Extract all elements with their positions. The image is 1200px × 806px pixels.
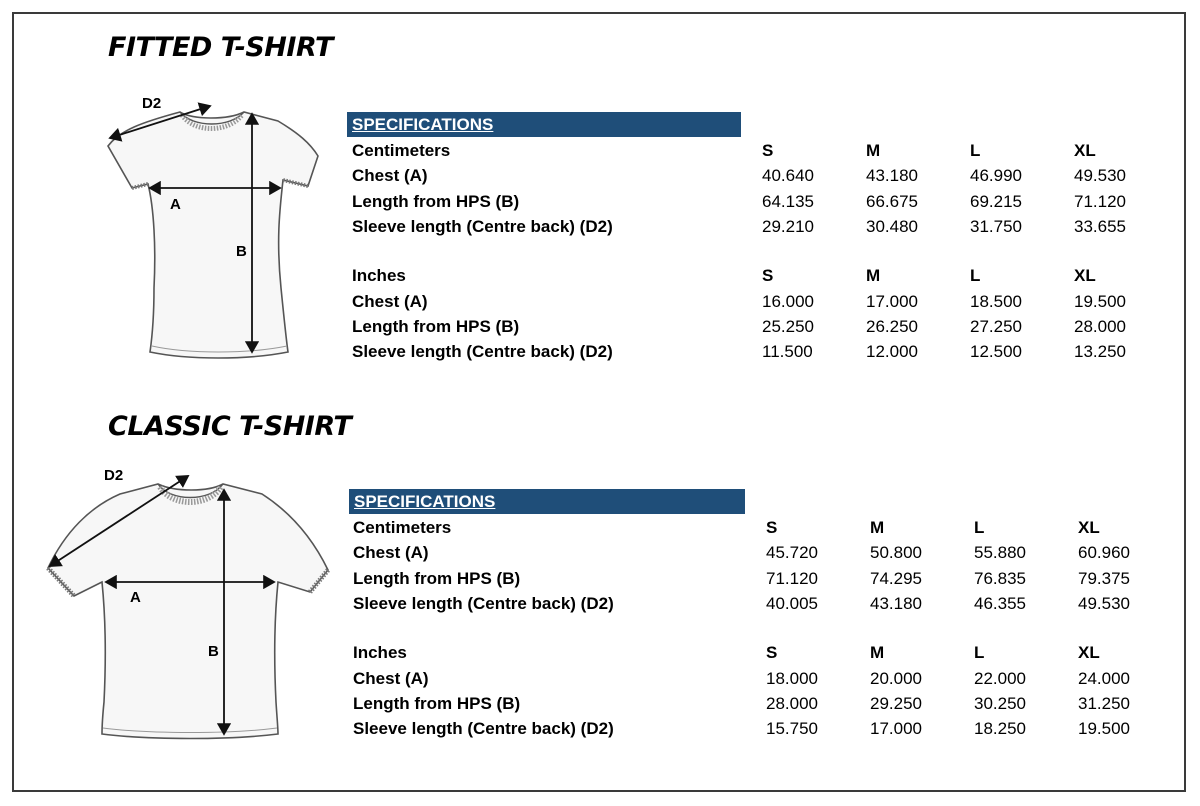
classic-shirt-diagram: [40, 462, 335, 747]
size-s: S: [766, 518, 778, 538]
table-row: [352, 214, 1178, 239]
cell-value: 50.800: [870, 543, 922, 563]
row-label: Length from HPS (B): [352, 316, 520, 336]
size-m: M: [866, 266, 881, 286]
size-l: L: [970, 141, 981, 161]
size-xl: XL: [1078, 518, 1100, 538]
classic-d2-label: D2: [104, 467, 124, 484]
cell-value: 64.135: [762, 191, 814, 211]
size-l: L: [974, 643, 985, 663]
spacer-row: [353, 616, 1182, 640]
cell-value: 16.000: [762, 291, 814, 311]
cell-value: 28.000: [766, 693, 818, 713]
table-row: [353, 691, 1182, 716]
size-m: M: [870, 518, 885, 538]
size-l: L: [974, 518, 985, 538]
fitted-cm-unit-label: Centimeters: [352, 141, 451, 161]
cell-value: 60.960: [1078, 543, 1130, 563]
classic-in-unit-label: Inches: [353, 643, 407, 663]
cell-value: 11.500: [762, 342, 813, 362]
cell-value: 17.000: [870, 719, 922, 739]
cell-value: 25.250: [762, 316, 814, 336]
table-row: [352, 189, 1178, 214]
table-row: [353, 566, 1182, 591]
classic-a-label: A: [130, 589, 141, 606]
cell-value: 33.655: [1074, 217, 1126, 237]
row-label: Chest (A): [352, 291, 428, 311]
fitted-spec-header: SPECIFICATIONS: [347, 112, 741, 137]
row-label: Length from HPS (B): [353, 568, 521, 588]
cell-value: 66.675: [866, 191, 918, 211]
row-label: Sleeve length (Centre back) (D2): [353, 594, 614, 614]
size-xl: XL: [1074, 266, 1096, 286]
table-row: [353, 540, 1182, 565]
size-m: M: [866, 141, 881, 161]
row-label: Sleeve length (Centre back) (D2): [352, 217, 613, 237]
cell-value: 13.250: [1074, 342, 1126, 362]
classic-spec-header: SPECIFICATIONS: [349, 489, 745, 514]
spacer-row: [352, 239, 1178, 263]
cell-value: 18.250: [974, 719, 1026, 739]
cell-value: 19.500: [1078, 719, 1130, 739]
table-row: [352, 163, 1178, 188]
cell-value: 76.835: [974, 568, 1026, 588]
classic-cm-header-row: [353, 515, 1182, 540]
fitted-shirt-outline: [108, 112, 318, 358]
cell-value: 17.000: [866, 291, 918, 311]
classic-title: CLASSIC T-SHIRT: [108, 411, 352, 442]
table-row: [352, 288, 1178, 313]
fitted-shirt-diagram: [98, 88, 328, 368]
size-s: S: [762, 266, 774, 286]
classic-cm-unit-label: Centimeters: [353, 518, 452, 538]
fitted-title: FITTED T-SHIRT: [108, 32, 333, 63]
table-row: [352, 339, 1178, 364]
table-row: [353, 591, 1182, 616]
cell-value: 43.180: [870, 594, 922, 614]
size-xl: XL: [1074, 141, 1096, 161]
classic-shirt-outline: [48, 484, 328, 739]
cell-value: 55.880: [974, 543, 1026, 563]
cell-value: 30.250: [974, 693, 1026, 713]
table-row: [352, 314, 1178, 339]
cell-value: 29.210: [762, 217, 814, 237]
table-row: [353, 716, 1182, 741]
size-s: S: [762, 141, 774, 161]
fitted-b-label: B: [236, 243, 247, 260]
row-label: Chest (A): [352, 166, 428, 186]
size-xl: XL: [1078, 643, 1100, 663]
cell-value: 43.180: [866, 166, 918, 186]
cell-value: 30.480: [866, 217, 918, 237]
cell-value: 40.005: [766, 594, 818, 614]
row-label: Sleeve length (Centre back) (D2): [352, 342, 613, 362]
cell-value: 15.750: [766, 719, 818, 739]
cell-value: 31.750: [970, 217, 1022, 237]
fitted-in-unit-label: Inches: [352, 266, 406, 286]
cell-value: 74.295: [870, 568, 922, 588]
fitted-a-label: A: [170, 196, 181, 213]
fitted-in-header-row: [352, 263, 1178, 288]
cell-value: 18.000: [766, 668, 818, 688]
cell-value: 49.530: [1074, 166, 1126, 186]
cell-value: 24.000: [1078, 668, 1130, 688]
cell-value: 28.000: [1074, 316, 1126, 336]
cell-value: 29.250: [870, 693, 922, 713]
cell-value: 31.250: [1078, 693, 1130, 713]
cell-value: 20.000: [870, 668, 922, 688]
fitted-d2-label: D2: [142, 95, 162, 112]
cell-value: 18.500: [970, 291, 1022, 311]
cell-value: 46.355: [974, 594, 1026, 614]
cell-value: 71.120: [1074, 191, 1126, 211]
cell-value: 12.500: [970, 342, 1022, 362]
row-label: Length from HPS (B): [353, 693, 521, 713]
fitted-cm-header-row: [352, 138, 1178, 163]
classic-in-header-row: [353, 640, 1182, 665]
row-label: Chest (A): [353, 668, 429, 688]
cell-value: 22.000: [974, 668, 1026, 688]
cell-value: 40.640: [762, 166, 814, 186]
cell-value: 45.720: [766, 543, 818, 563]
cell-value: 69.215: [970, 191, 1022, 211]
cell-value: 79.375: [1078, 568, 1130, 588]
cell-value: 27.250: [970, 316, 1022, 336]
cell-value: 71.120: [766, 568, 818, 588]
cell-value: 49.530: [1078, 594, 1130, 614]
row-label: Length from HPS (B): [352, 191, 520, 211]
cell-value: 46.990: [970, 166, 1022, 186]
cell-value: 19.500: [1074, 291, 1126, 311]
size-l: L: [970, 266, 981, 286]
classic-spec-table: [353, 515, 1182, 741]
classic-b-label: B: [208, 643, 219, 660]
size-s: S: [766, 643, 778, 663]
cell-value: 12.000: [866, 342, 918, 362]
table-row: [353, 665, 1182, 690]
fitted-spec-table: [352, 138, 1178, 364]
size-m: M: [870, 643, 885, 663]
cell-value: 26.250: [866, 316, 918, 336]
row-label: Chest (A): [353, 543, 429, 563]
row-label: Sleeve length (Centre back) (D2): [353, 719, 614, 739]
